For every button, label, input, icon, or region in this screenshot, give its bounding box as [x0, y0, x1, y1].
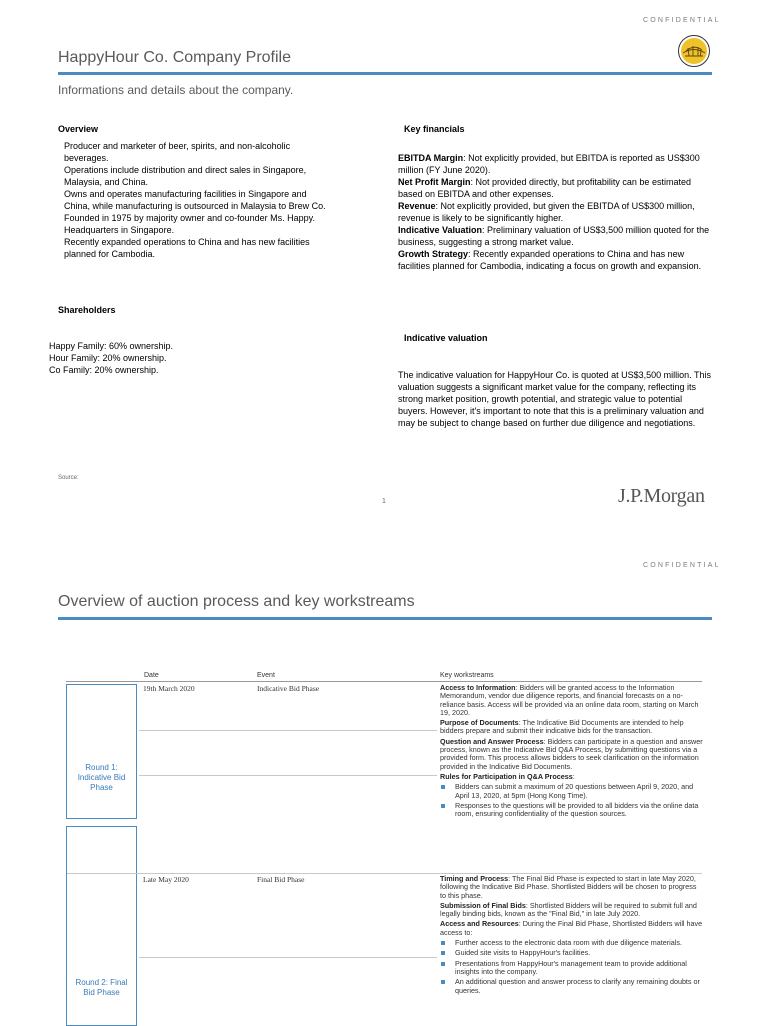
workstream-text: : — [572, 771, 575, 781]
workstream-label: Submission of Final Bids — [440, 900, 526, 910]
bullet-text: Responses to the questions will be provided to all bidders via the online data room, ensuring confidentiality of the question sources. — [455, 800, 699, 819]
round-2-workstreams — [440, 875, 704, 997]
overview-line: Founded in 1975 by majority owner and co-founder Ms. Happy. — [64, 213, 315, 223]
round-1-workstreams — [440, 684, 704, 820]
shareholders-list — [49, 340, 269, 376]
workstream-paragraph — [440, 738, 704, 771]
workstream-bullet — [440, 802, 704, 819]
financial-item-label: EBITDA Margin — [398, 153, 464, 163]
workstream-paragraph — [440, 773, 704, 781]
workstream-paragraph — [440, 920, 704, 937]
overview-line: Operations include distribution and direct sales in Singapore, — [64, 165, 307, 175]
bullet-text: Guided site visits to HappyHour's facilities. — [455, 948, 591, 958]
round-2-event: Final Bid Phase — [257, 875, 305, 884]
workstream-text: : Bidders will be granted access to the Information Memorandum, vendor due diligence reports, and financial forecasts on a no-reliance basis. Access will be provided via an online data room, starting on March 19, 2020. — [440, 683, 699, 717]
bullet-square-icon — [441, 785, 445, 789]
overview-line: Producer and marketer of beer, spirits, and non-alcoholic — [64, 141, 291, 151]
overview-heading: Overview — [58, 124, 99, 134]
financial-item-text: : Not explicitly provided, but given the EBITDA of US$300 million, revenue is likely to be significantly higher. — [398, 201, 695, 223]
financial-item-text: : Recently expanded operations to China and has new facilities planned for Cambodia, indicating a focus on growth and expansion. — [398, 249, 702, 271]
financial-item — [398, 248, 713, 272]
overview-line: Headquarters in Singapore. — [64, 225, 175, 235]
workstream-label: Timing and Process — [440, 874, 509, 883]
workstream-label: Rules for Participation in Q&A Process — [440, 771, 573, 781]
row-separator — [139, 957, 437, 958]
workstream-text: : The Indicative Bid Documents are intended to help bidders prepare and submit their indicative bids for the transaction. — [440, 718, 684, 736]
workstream-paragraph — [440, 684, 704, 717]
workstream-paragraph — [440, 902, 704, 919]
workstream-bullet — [440, 978, 704, 995]
header-rule — [66, 681, 702, 682]
bullet-square-icon — [441, 980, 445, 984]
overview-text — [64, 140, 364, 260]
company-seal-logo — [677, 34, 711, 68]
page-title: HappyHour Co. Company Profile — [58, 49, 291, 66]
workstream-paragraph — [440, 875, 704, 900]
workstream-paragraph — [440, 719, 704, 736]
workstream-text: : Shortlisted Bidders will be required to submit full and legally binding bids, known as the "Final Bid," in late July 2020. — [440, 900, 697, 919]
workstream-text: : The Final Bid Phase is expected to start in late May 2020, following the Indicative Bid Phase. Shortlisted Bidders will be chosen to progress to this phase. — [440, 874, 697, 900]
round-2-box — [66, 826, 137, 1026]
shareholder-item: Hour Family: 20% ownership. — [49, 353, 167, 363]
financial-item-label: Growth Strategy — [398, 249, 469, 259]
shareholders-heading: Shareholders — [58, 305, 116, 315]
overview-line: Malaysia, and China. — [64, 177, 149, 187]
key-financials-heading: Key financials — [404, 124, 465, 134]
workstream-bullets — [440, 783, 704, 818]
financial-item-label: Net Profit Margin — [398, 177, 471, 187]
financial-item — [398, 176, 713, 200]
overview-line: beverages. — [64, 153, 109, 163]
workstream-bullet — [440, 960, 704, 977]
key-financials-text — [398, 152, 713, 272]
overview-line: Recently expanded operations to China and has new facilities — [64, 237, 310, 247]
workstream-label: Access to Information — [440, 683, 516, 692]
row-separator — [139, 775, 437, 776]
shareholder-item: Co Family: 20% ownership. — [49, 365, 159, 375]
bullet-square-icon — [441, 804, 445, 808]
indicative-valuation-text: The indicative valuation for HappyHour Co. is quoted at US$3,500 million. This valuation suggests a significant market value for the company, reflecting its strong market position, growth potential, and strategic value to potential buyers. However, it's important to note that this is a preliminary valuation and may be subject to change based on further due diligence and negotiations. — [398, 370, 712, 428]
bullet-square-icon — [441, 941, 445, 945]
workstream-label: Access and Resources — [440, 919, 519, 929]
title-divider — [58, 617, 712, 620]
workstream-text: : During the Final Bid Phase, Shortlisted Bidders will have access to: — [440, 919, 703, 937]
round-1-date: 19th March 2020 — [143, 684, 195, 693]
column-header-date: Date — [144, 672, 159, 679]
financial-item-text: : Not provided directly, but profitability can be estimated based on EBITDA and other expenses. — [398, 177, 691, 199]
round-1-box — [66, 684, 137, 819]
overview-line: planned for Cambodia. — [64, 249, 156, 259]
round-2-label: Round 2: Final Bid Phase — [75, 978, 128, 997]
confidential-label: CONFIDENTIAL — [643, 562, 721, 569]
round-2-date: Late May 2020 — [143, 875, 189, 884]
title-divider — [58, 72, 712, 75]
workstream-label: Question and Answer Process — [440, 736, 544, 746]
bullet-text: Further access to the electronic data room with due diligence materials. — [455, 938, 682, 948]
bullet-text: Bidders can submit a maximum of 20 questions between April 9, 2020, and April 13, 2020, at 5pm (Hong Kong Time). — [455, 782, 694, 800]
workstream-bullet — [440, 939, 704, 947]
workstream-label: Purpose of Documents — [440, 718, 519, 728]
bullet-square-icon — [441, 962, 445, 966]
shareholder-item: Happy Family: 60% ownership. — [49, 341, 174, 351]
row-separator — [139, 730, 437, 731]
page-number: 1 — [382, 498, 386, 505]
bullet-square-icon — [441, 951, 445, 955]
financial-item-label: Revenue — [398, 201, 436, 211]
financial-item — [398, 224, 713, 248]
source-note: Source: — [58, 475, 79, 481]
overview-line: Owns and operates manufacturing facilities in Singapore and — [64, 189, 307, 199]
financial-item — [398, 200, 713, 224]
workstream-text: : Bidders can participate in a question and answer process, known as the Indicative Bid Q&A Process, by submitting questions via a provided form. This process allows bidders to seek clarification on the information provided in the Indicative Bid Documents. — [440, 736, 703, 771]
financial-item-text: : Not explicitly provided, but EBITDA is reported as US$300 million (FY June 2020). — [398, 153, 700, 175]
column-header-workstreams: Key workstreams — [440, 672, 494, 679]
workstream-bullet — [440, 949, 704, 957]
indicative-valuation-heading: Indicative valuation — [404, 333, 488, 343]
bullet-text: An additional question and answer process to clarify any remaining doubts or queries. — [455, 977, 700, 995]
confidential-label: CONFIDENTIAL — [643, 17, 721, 24]
overview-line: China, while manufacturing is outsourced in Malaysia to Brew Co. — [64, 201, 326, 211]
financial-item — [398, 152, 713, 176]
round-1-event: Indicative Bid Phase — [257, 684, 320, 693]
workstream-bullets — [440, 939, 704, 995]
workstream-bullet — [440, 783, 704, 800]
column-header-event: Event — [257, 672, 275, 679]
round-1-label: Round 1: Indicative Bid Phase — [77, 763, 126, 792]
jpmorgan-logo: J.P.Morgan — [618, 485, 705, 507]
slide-title: Overview of auction process and key workstreams — [58, 593, 415, 610]
financial-item-text: : Preliminary valuation of US$3,500 million quoted for the business, suggesting a strong market value. — [398, 225, 710, 247]
bullet-text: Presentations from HappyHour's management team to provide additional insights into the company. — [455, 958, 687, 976]
financial-item-label: Indicative Valuation — [398, 225, 483, 235]
page-subtitle: Informations and details about the company. — [58, 83, 294, 97]
